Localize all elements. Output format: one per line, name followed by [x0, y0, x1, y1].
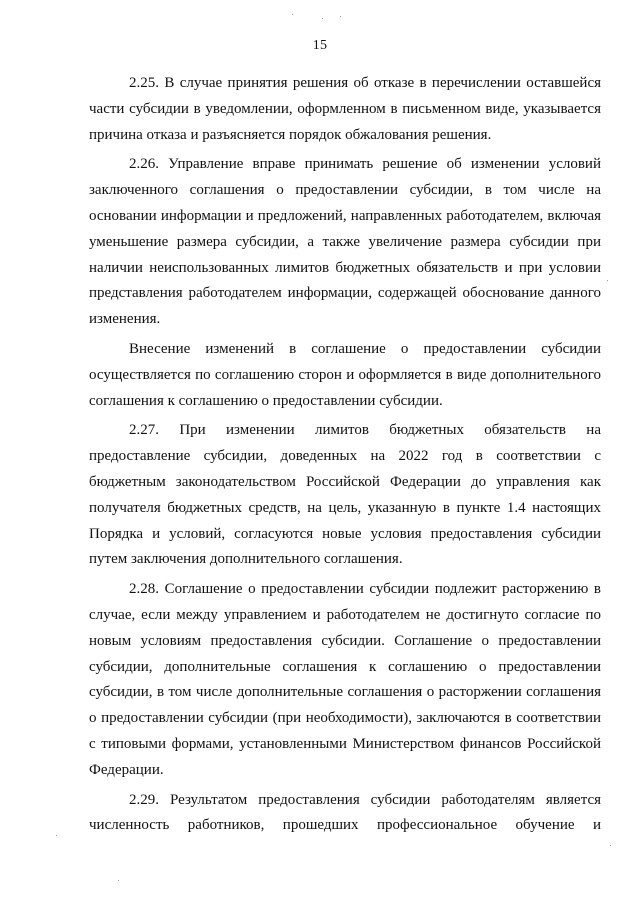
- paragraph-2-27: 2.27. При изменении лимитов бюджетных обязательств на предоставление субсидии, доведенных на 2022 год в соответствии с бюджетным законодательством Российской Федерации до управления как получателя бюджетных средств, на цель, указанную в пункте 1.4 настоящих Порядка и условий, согласуются новые условия предоставления субсидии путем заключения дополнительного соглашения.: [89, 422, 601, 568]
- scan-speck: [292, 14, 293, 15]
- page-number: 15: [312, 38, 328, 53]
- scan-speck: [56, 835, 57, 836]
- paragraph-2-29: 2.29. Результатом предоставления субсидии работодателям является численность работников, прошедших профессиональное обучение и: [89, 791, 601, 834]
- paragraph-2-25: 2.25. В случае принятия решения об отказе в перечислении оставшейся части субсидии в уведомлении, оформленном в письменном виде, указывается причина отказа и разъясняется порядок обжалования решения.: [89, 75, 601, 143]
- scan-speck: [607, 280, 608, 281]
- scan-speck: [118, 880, 119, 881]
- scan-speck: [322, 18, 323, 19]
- paragraph-amendment-procedure: Внесение изменений в соглашение о предоставлении субсидии осуществляется по соглашению сторон и оформляется в виде дополнительного соглашения к соглашению о предоставлении субсидии.: [89, 340, 601, 409]
- scan-speck: [610, 845, 611, 846]
- scan-speck: [340, 16, 341, 17]
- paragraph-2-26: 2.26. Управление вправе принимать решение об изменении условий заключенного соглашения о предоставлении субсидии, в том числе на основании информации и предложений, направленных работодателем, включая уменьшение размера субсидии, а также увеличение размера субсидии при наличии неиспользованных лимитов бюджетных обязательств и при условии представления работодателем информации, содержащей обоснование данного изменения.: [89, 156, 601, 328]
- paragraph-2-28: 2.28. Соглашение о предоставлении субсидии подлежит расторжению в случае, если между управлением и работодателем не достигнуто согласие по новым условиям предоставления субсидии. Соглашение о предоставлении субсидии, дополнительные соглашения к соглашению о предоставлении субсидии, в том числе дополнительные соглашения о расторжении соглашения о предоставлении субсидии (при необходимости), заключаются в соответствии с типовыми формами, установленными Министерством финансов Российской Федерации.: [89, 581, 601, 778]
- document-body: [89, 71, 601, 839]
